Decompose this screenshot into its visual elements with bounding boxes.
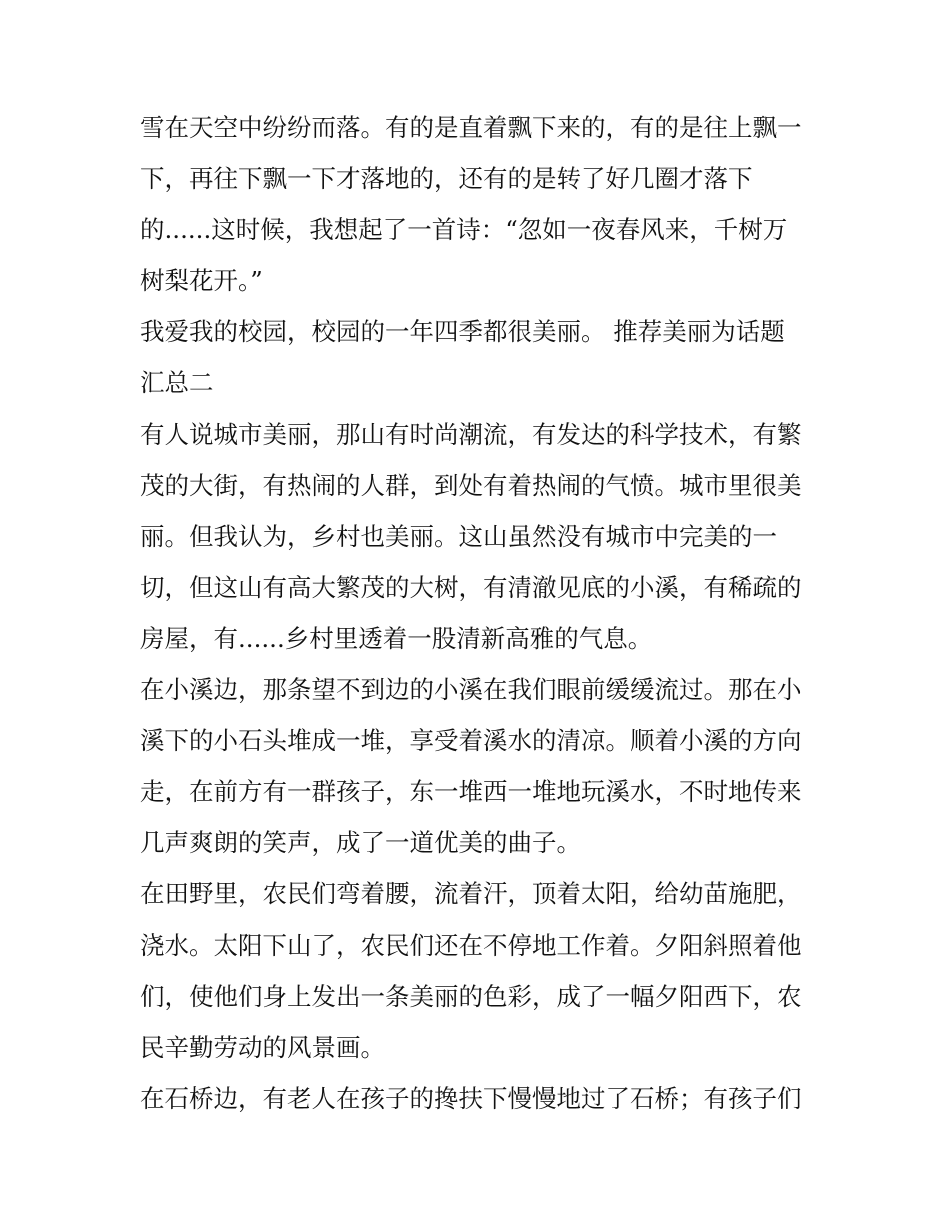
text-line: 民辛勤劳动的风景画。	[140, 1032, 385, 1062]
text-line: 浇水。太阳下山了，农民们还在不停地工作着。夕阳斜照着他	[140, 930, 802, 960]
text-line: 在田野里，农民们弯着腰，流着汗，顶着太阳，给幼苗施肥，	[140, 879, 802, 909]
text-line: 有人说城市美丽，那山有时尚潮流，有发达的科学技术，有繁	[140, 419, 802, 449]
text-line: 在小溪边，那条望不到边的小溪在我们眼前缓缓流过。那在小	[140, 675, 802, 705]
essay-text	[140, 102, 816, 1124]
text-line: 房屋，有......乡村里透着一股清新高雅的气息。	[140, 623, 653, 653]
text-line: 的......这时候，我想起了一首诗：“忽如一夜春风来，千树万	[140, 215, 788, 245]
text-line: 溪下的小石头堆成一堆，享受着溪水的清凉。顺着小溪的方向	[140, 726, 802, 756]
text-line: 走，在前方有一群孩子，东一堆西一堆地玩溪水，不时地传来	[140, 777, 802, 807]
text-line: 下，再往下飘一下才落地的，还有的是转了好几圈才落下	[140, 164, 753, 194]
text-line: 切，但这山有高大繁茂的大树，有清澈见底的小溪，有稀疏的	[140, 572, 802, 602]
text-line: 丽。但我认为，乡村也美丽。这山虽然没有城市中完美的一	[140, 521, 777, 551]
section-heading: 汇总二	[140, 368, 214, 398]
text-line: 树梨花开。”	[140, 266, 263, 296]
text-line: 茂的大街，有热闹的人群，到处有着热闹的气愤。城市里很美	[140, 470, 802, 500]
text-line: 在石桥边，有老人在孩子的搀扶下慢慢地过了石桥；有孩子们	[140, 1083, 802, 1113]
text-line: 我爱我的校园，校园的一年四季都很美丽。 推荐美丽为话题	[140, 317, 785, 347]
text-line: 们，使他们身上发出一条美丽的色彩，成了一幅夕阳西下，农	[140, 981, 802, 1011]
text-line: 雪在天空中纷纷而落。有的是直着飘下来的，有的是往上飘一	[140, 113, 802, 142]
text-line: 几声爽朗的笑声，成了一道优美的曲子。	[140, 828, 581, 858]
